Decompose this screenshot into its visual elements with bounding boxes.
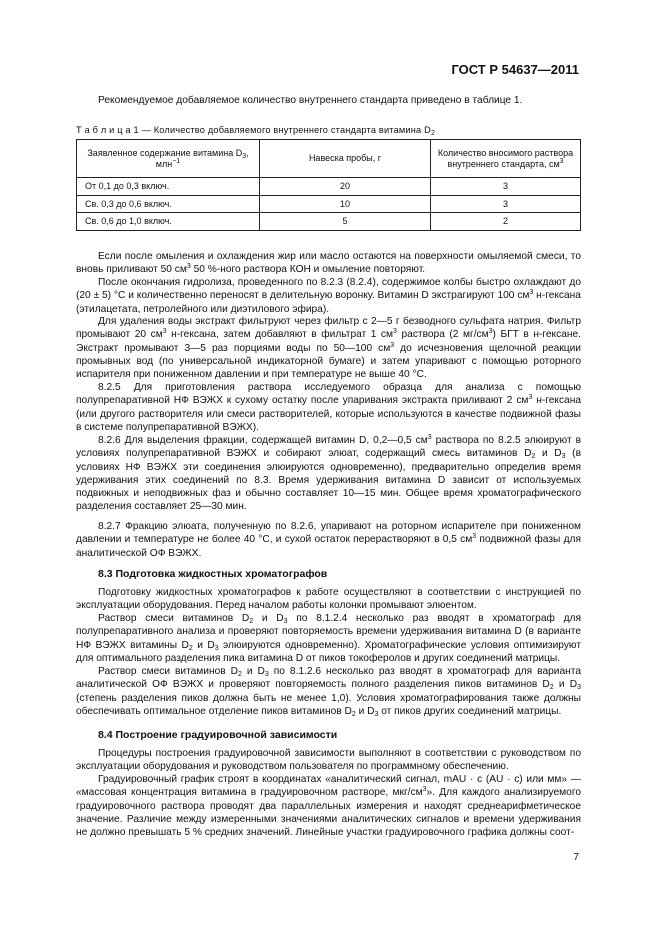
table-cell: 10: [260, 195, 431, 213]
table-row: [77, 195, 581, 213]
paragraph: 8.2.7 Фракцию элюата, полученную по 8.2.6, упаривают на роторном испарителе при пониженном давлении и температуре не более 40 °С, и сухой остаток перерастворяют в 0,5 $см^3$ подвижной фазы для аналитической ОФ ВЭЖХ.: [76, 521, 581, 559]
table-cell: Св. 0,6 до 1,0 включ.: [77, 213, 260, 231]
table-header-cell: Навеска пробы, г: [260, 140, 431, 178]
paragraph: 8.2.5 Для приготовления раствора исследуемого образца для анализа с помощью полупрепаративной НФ ВЭЖХ к сухому остатку после упаривания экстракта приливают 2 $см^3$ н-гексана (или другого растворителя или смеси растворителей, которые используются в качестве подвижной фазы в системе полупрепаративной ВЭЖХ).: [76, 382, 581, 433]
table-cell: 3: [431, 178, 581, 196]
table-header-cell: Заявленное содержание витамина $D_3$, млн$^{-1}$: [77, 140, 260, 178]
table-cell: От 0,1 до 0,3 включ.: [77, 178, 260, 196]
caption-label: Т а б л и ц а 1: [76, 125, 139, 135]
section-heading: 8.4 Построение градуировочной зависимости: [98, 729, 338, 741]
paragraph: Если после омыления и охлаждения жир или масло остаются на поверхности омыляемой смеси, то вновь приливают 50 $см^3$ 50 %-ного раствора КОН и омыление повторяют.: [76, 251, 581, 276]
paragraph: Раствор смеси витаминов $D_2$ и $D_3$ по 8.1.2.6 несколько раз вводят в хроматограф для варианта аналитической ОФ ВЭЖХ и проверяют повторяемость полного разделения пиков витаминов $D_2$ и $D_3$ (степень разделения пиков должна быть не менее 1,0). Условия хроматографирования также должны обеспечивать оптимальное отделение пиков витаминов $D_2$ и $D_3$ от пиков других соединений матрицы.: [76, 666, 581, 718]
document-header: ГОСТ Р 54637—2011: [451, 62, 579, 77]
table-row: [77, 213, 581, 231]
paragraph: Процедуры построения градуировочной зависимости выполняют в соответствии с руководством по эксплуатации оборудования и руководством пользователя по программному обеспечению.: [76, 748, 581, 773]
table-header-cell: Количество вносимого раствора внутреннего стандарта, $см^3$: [431, 140, 581, 178]
paragraph: Раствор смеси витаминов $D_2$ и $D_3$ по 8.1.2.4 несколько раз вводят в хроматограф для полупрепаративного анализа и проверяют повторяемость времени удерживания витамина D (в варианте НФ ВЭЖХ витамины $D_2$ и $D_3$ элюируются одновременно). Хроматографические условия оптимизируют для оптимального разделения пика витамина D от пиков токоферолов и других соединений матрицы.: [76, 613, 581, 664]
table-header-row: [77, 140, 581, 178]
vitamin-table: [76, 139, 581, 231]
caption-subscript: 2: [430, 130, 436, 137]
paragraph: 8.2.6 Для выделения фракции, содержащей витамин D, 0,2—0,5 $см^3$ раствора по 8.2.5 элюируют в условиях полупрепаративной ВЭЖХ и собирают элюат, содержащий смесь витаминов $D_2$ и $D_3$ (в условиях НФ ВЭЖХ эти соединения элюируются одновременно), предварительно определив время удерживания этих соединений по 8.3. Время удерживания витамина D зависит от используемых подвижных и неподвижных фаз и обычно составляет 10—15 мин. Общее время хроматографического разделения составляет 25—30 мин.: [76, 434, 581, 513]
table-cell: Св. 0,3 до 0,6 включ.: [77, 195, 260, 213]
intro-paragraph: Рекомендуемое добавляемое количество внутреннего стандарта приведено в таблице 1.: [98, 95, 523, 106]
table-cell: 3: [431, 195, 581, 213]
caption-text: — Количество добавляемого внутреннего стандарта витамина D: [141, 125, 431, 135]
paragraph: После окончания гидролиза, проведенного по 8.2.3 (8.2.4), содержимое колбы быстро охлаждают до (20 ± 5) °С и количественно переносят в делительную воронку. Витамин D экстрагируют 100 $см^3$ н-гексана (этилацетата, петролейного или диэтилового эфира).: [76, 277, 581, 315]
paragraph: Подготовку жидкостных хроматографов к работе осуществляют в соответствии с инструкцией по эксплуатации оборудования. Перед началом работы колонки промывают элюентом.: [76, 587, 581, 612]
page-number: 7: [573, 852, 579, 863]
paragraph: Для удаления воды экстракт фильтруют через фильтр с 2—5 г безводного сульфата натрия. Фильтр промывают 20 $см^3$ н-гексана, затем добавляют в фильтрат 1 $см^3$ раствора (2 $мг/см^3$) БГТ в н-гексане. Экстракт промывают 3—5 раз порциями воды по 50—100 $см^3$ до исчезновения щелочной реакции промывных вод (по универсальной индикаторной бумаге) и затем упаривают с помощью роторного испарителя при пониженном давлении и при температуре не выше 40 °С.: [76, 316, 581, 381]
section-heading: 8.3 Подготовка жидкостных хроматографов: [98, 568, 328, 580]
table-cell: 20: [260, 178, 431, 196]
table-cell: 2: [431, 213, 581, 231]
table-cell: 5: [260, 213, 431, 231]
paragraph: Градуировочный график строят в координатах «аналитический сигнал, mAU · c (AU · c) или мм» — «массовая концентрация витамина в градуировочном растворе, мкг/$см^3$». Для каждого анализируемого градуировочного раствора проводят два параллельных измерения и находят среднеарифметическое значение. Различие между измеренными значениями аналитических сигналов и времени удерживания не должно превышать 5 % средних значений. Линейные участки градуировочного графика должны соот-: [76, 774, 581, 839]
table-caption: [76, 125, 435, 135]
table-row: [77, 178, 581, 196]
